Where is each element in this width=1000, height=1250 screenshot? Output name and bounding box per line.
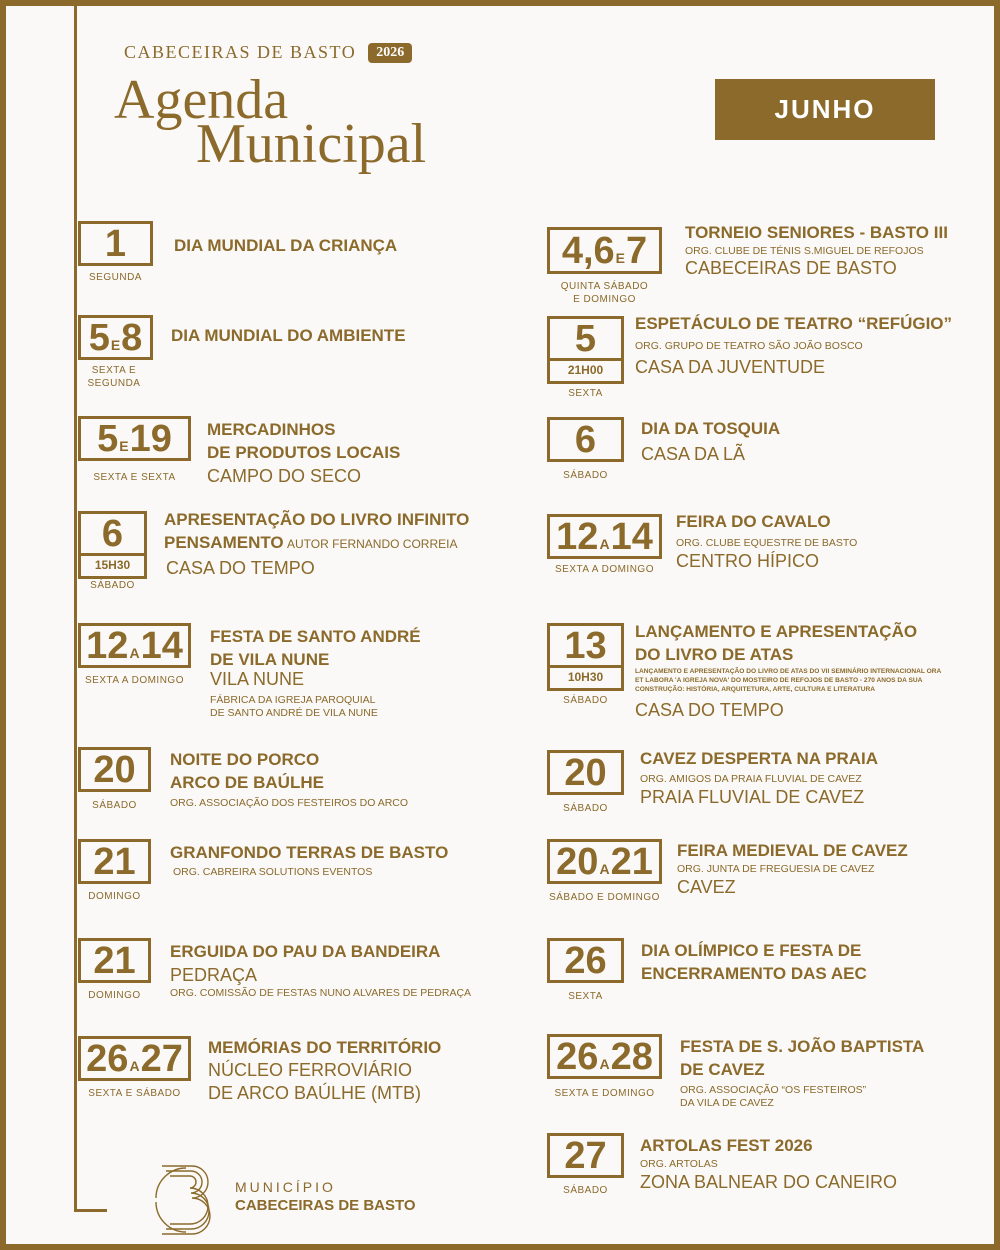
date-day: 1 (104, 222, 127, 265)
date-day: 7 (626, 229, 648, 272)
date-connector: A (599, 860, 610, 877)
date-day: 20 (93, 748, 136, 791)
event-title: FEIRA DO CAVALO (676, 512, 831, 531)
event-weekday-line2: E DOMINGO (573, 294, 636, 305)
date-day: 12 (86, 624, 129, 667)
date-day: 27 (140, 1037, 183, 1080)
event-weekday: DOMINGO (88, 990, 141, 1001)
event-date-box (547, 623, 624, 668)
event-place: CAVEZ (677, 877, 736, 897)
event-title: DIA MUNDIAL DO AMBIENTE (171, 326, 406, 345)
event-weekday: SEXTA A DOMINGO (554, 564, 654, 575)
event-title: DIA DA TOSQUIA (641, 419, 781, 438)
date-day: 26 (564, 939, 607, 982)
event-weekday: SEXTA E SEGUNDA (87, 365, 141, 389)
event-place: ZONA BALNEAR DO CANEIRO (640, 1172, 898, 1192)
date-day: 21 (610, 840, 653, 883)
event-place: CASA DA LÃ (641, 444, 746, 464)
event-place: VILA NUNE (210, 669, 305, 689)
event-weekday: SÁBADO E DOMINGO (549, 892, 660, 903)
date-day: 27 (564, 1134, 607, 1177)
event-title: MEMÓRIAS DO TERRITÓRIO (208, 1038, 442, 1057)
event-title: DIA MUNDIAL DA CRIANÇA (174, 236, 398, 255)
event-date-box (78, 315, 153, 360)
date-day: 8 (121, 316, 143, 359)
date-connector: A (129, 644, 140, 661)
event-title-line1: FESTA DE SANTO ANDRÉ (210, 627, 421, 646)
event-weekday: SEXTA (568, 991, 603, 1002)
event-weekday: SÁBADO (563, 1185, 608, 1196)
event-weekday: SEGUNDA (89, 272, 142, 283)
date-day: 21 (93, 939, 136, 982)
month-badge: JUNHO (715, 79, 935, 140)
event-title-line2: DE VILA NUNE (210, 650, 330, 669)
event-subtitle: ORG. ARTOLAS (640, 1158, 718, 1170)
event-subtitle: ORG. AMIGOS DA PRAIA FLUVIAL DE CAVEZ (640, 773, 862, 785)
date-day: 6 (101, 512, 124, 555)
date-day: 5 (97, 417, 119, 460)
header-city: CABECEIRAS DE BASTO (124, 42, 357, 62)
event-weekday: SÁBADO (563, 470, 608, 481)
event-title: ARTOLAS FEST 2026 (640, 1136, 813, 1155)
event-subtitle-line1: FÁBRICA DA IGREJA PAROQUIAL (210, 694, 376, 706)
event-title-line1: FESTA DE S. JOÃO BAPTISTA (680, 1037, 925, 1056)
date-day: 4,6 (561, 229, 615, 272)
event-weekday: SEXTA (568, 388, 603, 399)
event-date-box (78, 511, 147, 556)
event-title-line1: APRESENTAÇÃO DO LIVRO INFINITO (164, 510, 470, 529)
date-day: 14 (140, 624, 183, 667)
event-subtitle: AUTOR FERNANDO CORREIA (287, 537, 458, 551)
event-title-line1: MERCADINHOS (207, 420, 336, 439)
event-date-box (547, 839, 662, 884)
event-subtitle: ORG. CLUBE EQUESTRE DE BASTO (676, 537, 858, 549)
event-weekday: SÁBADO (563, 803, 608, 814)
date-day: 20 (556, 840, 599, 883)
event-title-line2: PENSAMENTO (164, 533, 284, 552)
municipality-logo-icon (152, 1158, 222, 1238)
event-weekday: DOMINGO (88, 891, 141, 902)
date-connector: A (599, 1055, 610, 1072)
event-date-box (547, 1034, 662, 1079)
event-subtitle: ORG. COMISSÃO DE FESTAS NUNO ALVARES DE PEDRAÇA (170, 987, 472, 999)
event-subtitle: ORG. ASSOCIAÇÃO DOS FESTEIROS DO ARCO (170, 797, 409, 809)
date-day: 26 (86, 1037, 129, 1080)
event-date-box (78, 416, 191, 461)
event-title-line2: DE PRODUTOS LOCAIS (207, 443, 401, 462)
event-date-box (547, 514, 662, 559)
event-weekday: SÁBADO (92, 800, 137, 811)
event-date-box (78, 623, 191, 668)
event-title-line2: ARCO DE BAÚLHE (170, 773, 324, 792)
event-weekday: SEXTA E SEXTA (93, 472, 176, 483)
event-date-box (78, 839, 151, 884)
event-weekday: SEXTA E DOMINGO (554, 1088, 655, 1099)
event-date-box (547, 316, 624, 361)
event-weekday: SEXTA A DOMINGO (84, 675, 184, 686)
event-subtitle: ORG. CLUBE DE TÉNIS S.MIGUEL DE REFOJOS (685, 245, 924, 257)
event-time: 15H30 (78, 554, 147, 579)
event-time: 21H00 (547, 359, 624, 384)
date-day: 12 (556, 515, 599, 558)
event-place: CASA DA JUVENTUDE (635, 357, 826, 377)
event-date-box (547, 938, 624, 983)
event-date-box (78, 938, 151, 983)
date-connector: E (615, 249, 626, 266)
event-date-box (547, 417, 624, 462)
event-title-line1: LANÇAMENTO E APRESENTAÇÃO (635, 622, 918, 641)
decorative-horizontal-line (74, 1209, 107, 1212)
event-subtitle-line2: DE SANTO ANDRÉ DE VILA NUNE (210, 707, 378, 719)
footer-line2: CABECEIRAS DE BASTO (235, 1197, 416, 1214)
event-title-line2: DE CAVEZ (680, 1060, 765, 1079)
event-weekday: SÁBADO (563, 695, 608, 706)
event-subtitle: ORG. JUNTA DE FREGUESIA DE CAVEZ (677, 863, 875, 875)
event-subtitle-line2: DA VILA DE CAVEZ (680, 1097, 774, 1109)
event-date-box (78, 221, 153, 266)
date-connector: A (129, 1057, 140, 1074)
event-title-line2: DO LIVRO DE ATAS (635, 645, 794, 664)
event-place: CASA DO TEMPO (166, 558, 315, 578)
header-top (124, 42, 412, 63)
event-weekday: SEXTA E SÁBADO (88, 1088, 181, 1099)
event-subtitle: ORG. CABREIRA SOLUTIONS EVENTOS (173, 866, 373, 878)
event-place: CABECEIRAS DE BASTO (685, 258, 897, 278)
event-date-box (547, 1133, 624, 1178)
event-title: GRANFONDO TERRAS DE BASTO (170, 843, 449, 862)
event-title-line1: NOITE DO PORCO (170, 750, 320, 769)
page-title-line1: Agenda (114, 69, 289, 131)
event-place: PRAIA FLUVIAL DE CAVEZ (640, 787, 865, 807)
decorative-vertical-line (74, 6, 77, 1211)
event-date-box (547, 750, 624, 795)
event-title-line1: DIA OLÍMPICO E FESTA DE (641, 941, 862, 960)
date-day: 28 (610, 1035, 653, 1078)
date-connector: E (119, 437, 129, 454)
date-connector: E (110, 336, 121, 353)
event-place-line2: DE ARCO BAÚLHE (MTB) (208, 1083, 422, 1103)
date-connector: A (599, 535, 610, 552)
event-date-box (78, 1036, 191, 1081)
event-place: CENTRO HÍPICO (676, 551, 820, 571)
date-day: 19 (129, 417, 172, 460)
event-place: CASA DO TEMPO (635, 700, 784, 720)
date-day: 13 (564, 624, 607, 667)
event-title: FEIRA MEDIEVAL DE CAVEZ (677, 841, 908, 860)
event-subtitle: ORG. GRUPO DE TEATRO SÃO JOÃO BOSCO (635, 340, 863, 352)
event-title: ESPETÁCULO DE TEATRO “REFÚGIO” (635, 314, 953, 333)
year-badge: 2026 (368, 43, 412, 63)
date-day: 26 (556, 1035, 599, 1078)
event-title: CAVEZ DESPERTA NA PRAIA (640, 749, 879, 768)
event-date-box (547, 227, 662, 274)
event-weekday-line1: QUINTA SÁBADO (560, 281, 649, 292)
page-title-line2: Municipal (196, 113, 427, 175)
date-day: 21 (93, 840, 136, 883)
date-day: 5 (88, 316, 110, 359)
event-description: LANÇAMENTO E APRESENTAÇÃO DO LIVRO DE ATAS DO VII SEMINÁRIO INTERNACIONAL ORA ET LABORA 'A IGREJA NOVA' DO MOSTEIRO DE REFOJOS DE BASTO - 270 ANOS DA SUA CONSTRUÇÃO: HISTÓRIA, ARQUITETURA, ARTE, CULTURA E LITERATURA (635, 668, 942, 693)
event-title: TORNEIO SENIORES - BASTO III (685, 223, 948, 242)
footer-brand (235, 1179, 416, 1214)
event-title-line2: ENCERRAMENTO DAS AEC (641, 964, 867, 983)
event-date-box (78, 747, 151, 792)
footer-line1: MUNICÍPIO (235, 1179, 336, 1195)
event-place-line1: NÚCLEO FERROVIÁRIO (208, 1060, 413, 1080)
event-place: CAMPO DO SECO (207, 466, 362, 486)
date-day: 14 (610, 515, 653, 558)
date-day: 6 (574, 418, 597, 461)
event-weekday: SÁBADO (90, 580, 135, 591)
event-place: PEDRAÇA (170, 965, 258, 985)
event-subtitle-line1: ORG. ASSOCIAÇÃO “OS FESTEIROS” (680, 1084, 867, 1096)
event-title: ERGUIDA DO PAU DA BANDEIRA (170, 942, 441, 961)
date-day: 5 (574, 317, 597, 360)
date-day: 20 (564, 751, 607, 794)
event-time: 10H30 (547, 666, 624, 691)
